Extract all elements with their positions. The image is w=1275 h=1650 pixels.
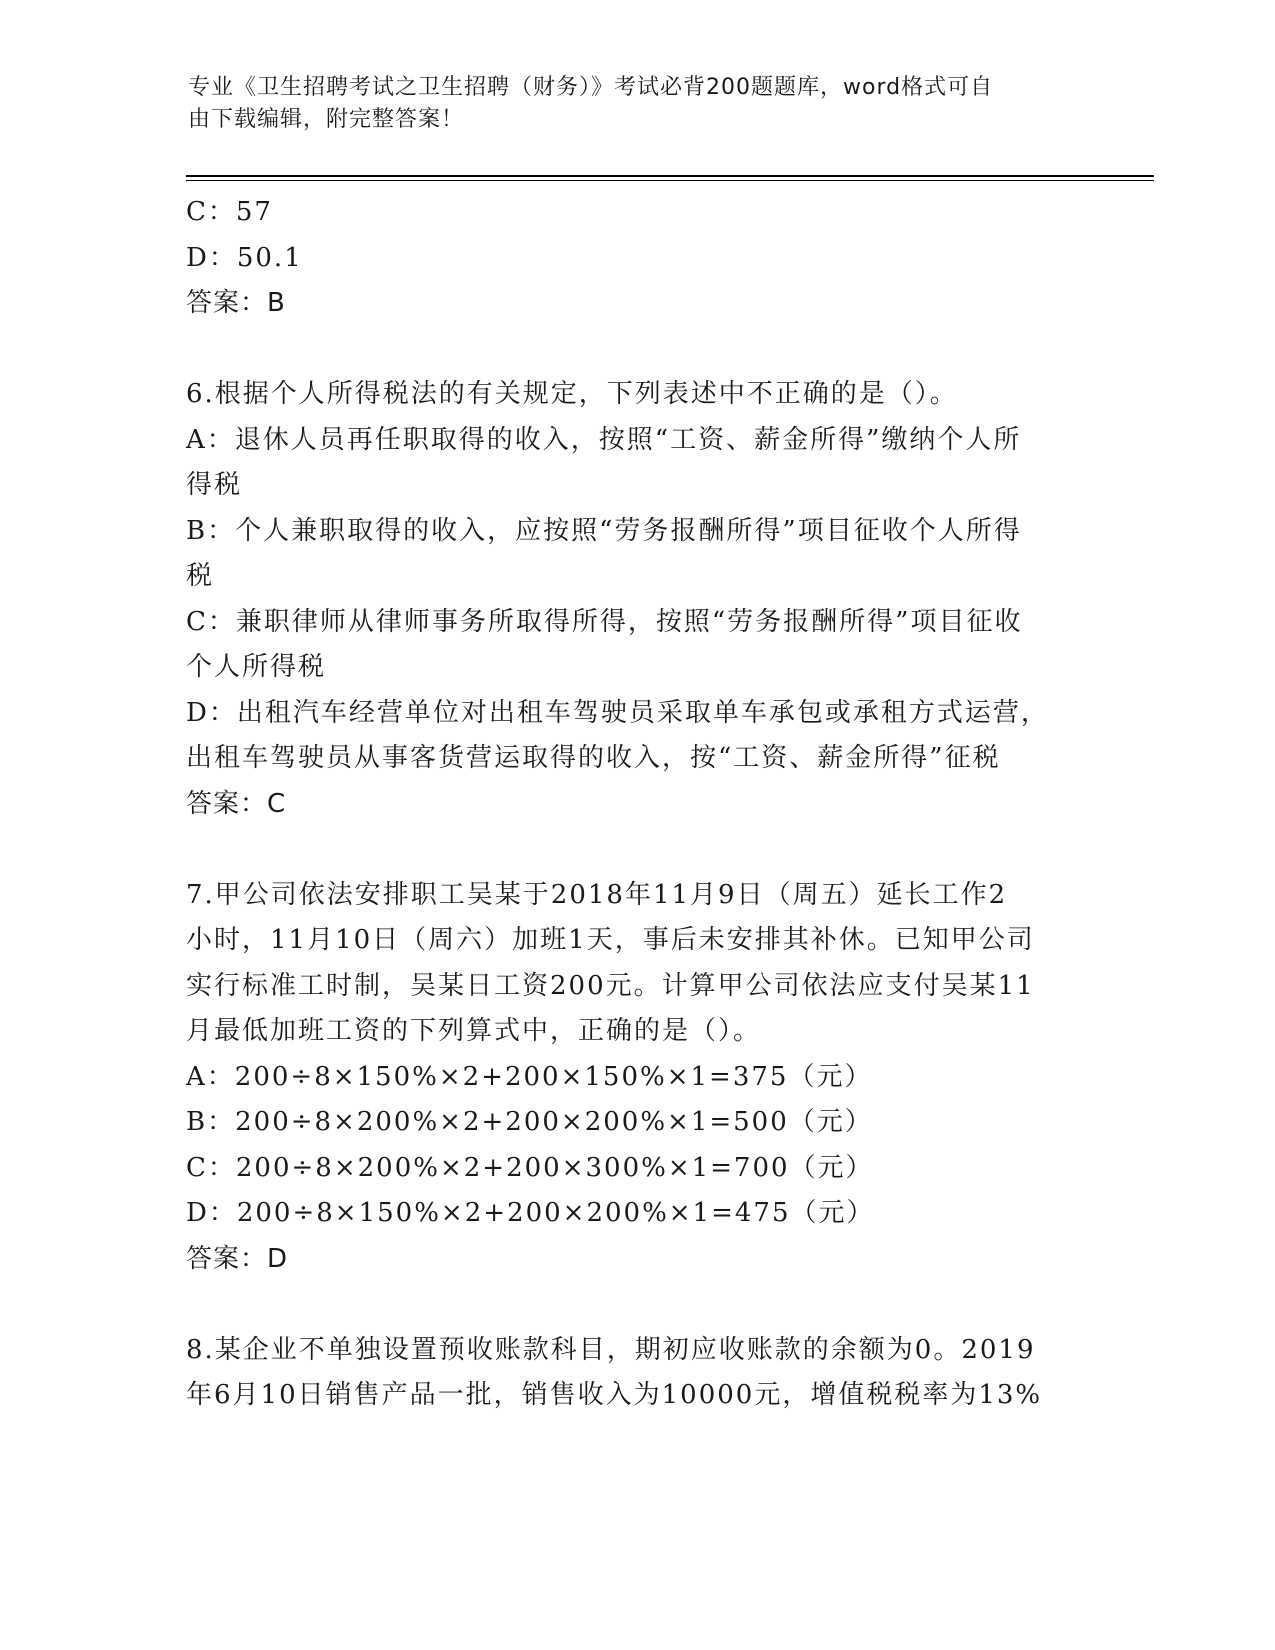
- q7-stem-line-3: 实行标准工时制，吴某日工资200元。计算甲公司依法应支付吴某11: [186, 970, 1035, 1001]
- spacer: [186, 327, 1086, 373]
- q6-option-c-line-1: C：兼职律师从律师事务所取得所得，按照“劳务报酬所得”项目征收: [186, 606, 1023, 637]
- spacer: [186, 1282, 1086, 1328]
- q8-stem-line-2: 年6月10日销售产品一批，销售收入为10000元，增值税税率为13%: [186, 1380, 1043, 1410]
- prev-option-c: C：57: [186, 197, 273, 227]
- document-body: [186, 190, 1086, 1419]
- document-header: [188, 72, 1078, 136]
- q8-stem-line-1: 8.某企业不单独设置预收账款科目，期初应收账款的余额为0。2019: [186, 1334, 1036, 1365]
- q6-answer: 答案：C: [186, 788, 287, 819]
- q7-answer: 答案：D: [186, 1243, 289, 1274]
- q7-option-c: C：200÷8×200%×2+200×300%×1=700（元）: [186, 1152, 874, 1183]
- header-divider-thin: [186, 180, 1154, 181]
- q6-option-b-line-1: B：个人兼职取得的收入，应按照“劳务报酬所得”项目征收个人所得: [186, 515, 1022, 546]
- q7-stem-line-1: 7.甲公司依法安排职工吴某于2018年11月9日（周五）延长工作2: [186, 879, 1008, 910]
- q6-option-d-line-2: 出租车驾驶员从事客货营运取得的收入，按“工资、薪金所得”征税: [186, 743, 1001, 773]
- q6-option-c-line-2: 个人所得税: [186, 652, 327, 682]
- q7-stem-line-2: 小时，11月10日（周六）加班1天，事后未安排其补休。已知甲公司: [186, 925, 1035, 955]
- q6-option-a-line-1: A：退休人员再任职取得的收入，按照“工资、薪金所得”缴纳个人所: [186, 424, 1022, 455]
- prev-answer: 答案：B: [186, 288, 286, 318]
- q7-stem-line-4: 月最低加班工资的下列算式中，正确的是（）。: [186, 1016, 762, 1046]
- q7-option-b: B：200÷8×200%×2+200×200%×1=500（元）: [186, 1107, 873, 1137]
- q6-option-b-line-2: 税: [186, 561, 215, 591]
- header-divider-thick: [186, 175, 1154, 177]
- header-line-1: 专业《卫生招聘考试之卫生招聘（财务）》考试必背200题题库，word格式可自: [188, 75, 994, 100]
- q6-option-d-line-1: D：出租汽车经营单位对出租车驾驶员采取单车承包或承租方式运营，: [186, 697, 1049, 728]
- spacer: [186, 827, 1086, 873]
- header-line-2: 由下载编辑，附完整答案！: [188, 107, 465, 132]
- q7-option-a: A：200÷8×150%×2+200×150%×1=375（元）: [186, 1061, 873, 1092]
- q6-option-a-line-2: 得税: [186, 470, 243, 500]
- q6-stem: 6.根据个人所得税法的有关规定，下列表述中不正确的是（）。: [186, 379, 958, 409]
- q7-option-d: D：200÷8×150%×2+200×200%×1=475（元）: [186, 1198, 875, 1228]
- prev-option-d: D：50.1: [186, 242, 303, 273]
